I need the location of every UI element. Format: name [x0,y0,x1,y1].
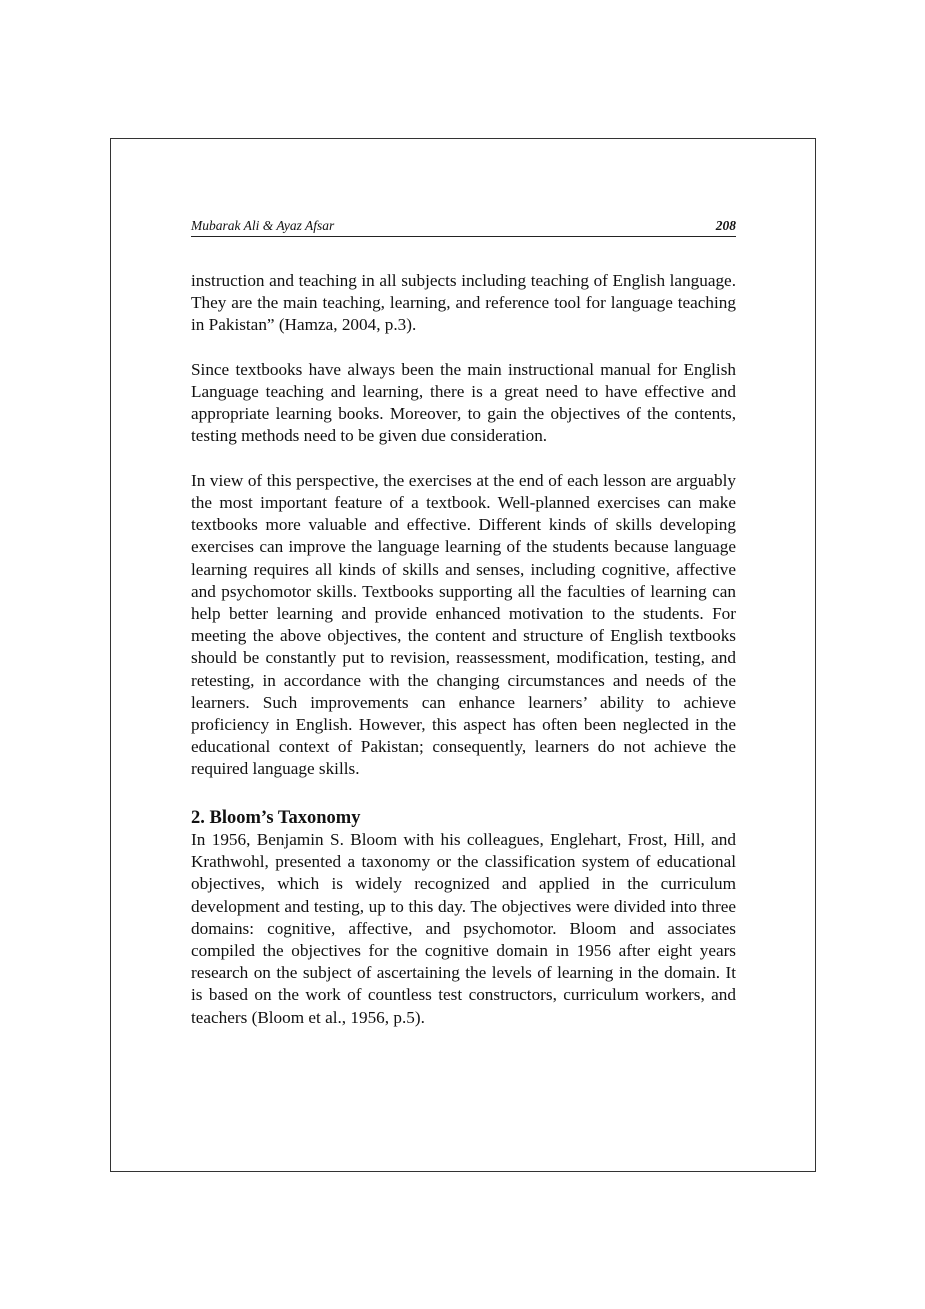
running-header [191,218,736,237]
header-authors: Mubarak Ali & Ayaz Afsar [191,218,335,233]
paragraph: instruction and teaching in all subjects including teaching of English language. They are the main teaching, learning, and reference tool for language teaching in Pakistan” (Hamza, 2004, p.3). [191,271,736,335]
body-text [191,270,736,1029]
section-heading: 2. Bloom’s Taxonomy [191,807,361,828]
paragraph: In view of this perspective, the exercises at the end of each lesson are arguably the most important feature of a textbook. Well-planned exercises can make textbooks more valuable and effective. Different kinds of skills developing exercises can improve the language learning of the students because language learning requires all kinds of skills and senses, including cognitive, affective and psychomotor skills. Textbooks supporting all the faculties of learning can help better learning and provide enhanced motivation to the students. For meeting the above objectives, the content and structure of English textbooks should be constantly put to revision, reassessment, modification, testing, and retesting, in accordance with the changing circumstances and needs of the learners. Such improvements can enhance learners’ ability to achieve proficiency in English. However, this aspect has often been neglected in the educational context of Pakistan; consequently, learners do not achieve the required language skills. [191,470,736,779]
page-number: 208 [715,218,736,233]
section-paragraph: In 1956, Benjamin S. Bloom with his colleagues, Englehart, Frost, Hill, and Krathwohl, presented a taxonomy or the classification system of educational objectives, which is widely recognized and applied in the curriculum development and testing, up to this day. The objectives were divided into three domains: cognitive, affective, and psychomotor. Bloom and associates compiled the objectives for the cognitive domain in 1956 after eight years research on the subject of ascertaining the levels of learning in the domain. It is based on the work of countless test constructors, curriculum workers, and teachers (Bloom et al., 1956, p.5). [191,830,736,1027]
paragraph: Since textbooks have always been the main instructional manual for English Language teaching and learning, there is a great need to have effective and appropriate learning books. Moreover, to gain the objectives of the contents, testing methods need to be given due consideration. [191,359,736,446]
